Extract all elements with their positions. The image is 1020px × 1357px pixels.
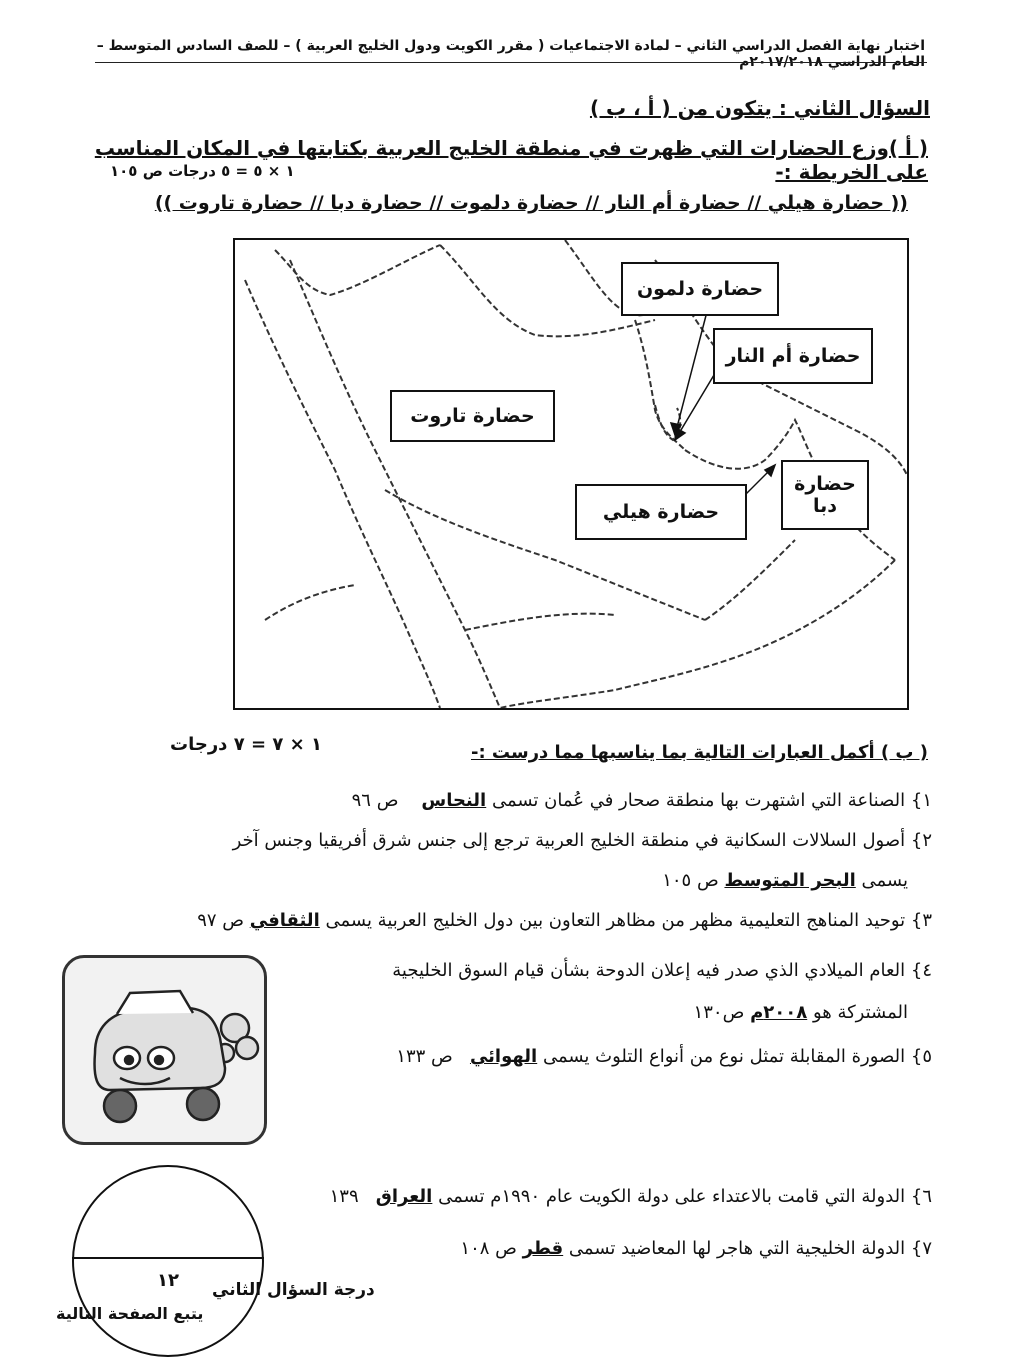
- grade-divider: [72, 1257, 264, 1259]
- answer: النحاس: [421, 790, 487, 811]
- answer: ٢٠٠٨م: [750, 1002, 808, 1023]
- list-item: ١} الصناعة التي اشتهرت بها منطقة صحار في عُمان تسمى النحاس ص ٩٦: [351, 790, 932, 811]
- car-icon: [65, 958, 264, 1142]
- car-pollution-image: [62, 955, 267, 1145]
- answer: الثقافي: [249, 910, 320, 931]
- map-label-tarut: حضارة تاروت: [390, 390, 555, 442]
- map-label-dibba: حضارة دبا: [781, 460, 869, 530]
- part-a-instruction: ( أ )وزع الحضارات التي ظهرت في منطقة الخليج العربية بكتابتها في المكان المناسب على الخريطة :-: [94, 136, 928, 184]
- map-label-hili: حضارة هيلي: [575, 484, 747, 540]
- grade-circle: [72, 1165, 264, 1357]
- next-page-note: يتبع الصفحة التالية: [56, 1304, 204, 1323]
- list-item: ٢} أصول السلالات السكانية في منطقة الخليج العربية ترجع إلى جنس شرق أفريقيا وجنس آخر: [232, 830, 932, 851]
- list-item: ٧} الدولة الخليجية التي هاجر لها المعاضيد تسمى قطر ص ١٠٨: [460, 1238, 932, 1259]
- part-b-score: ١ × ٧ = ٧ درجات: [170, 734, 322, 755]
- part-b-instruction: ( ب ) أكمل العبارات التالية بما يناسبها مما درست :-: [471, 742, 928, 763]
- grade-label: درجة السؤال الثاني: [212, 1280, 375, 1300]
- answer: الهوائي: [469, 1046, 538, 1067]
- answer: قطر: [522, 1238, 564, 1259]
- answer: البحر المتوسط: [724, 870, 856, 891]
- gulf-map: [233, 238, 909, 710]
- list-item: ٤} العام الميلادي الذي صدر فيه إعلان الدوحة بشأن قيام السوق الخليجية: [392, 960, 932, 981]
- map-label-umm-al-nar: حضارة أم النار: [713, 328, 873, 384]
- answer: العراق: [375, 1186, 433, 1207]
- exam-header: اختبار نهاية الفصل الدراسي الثاني – لمادة الاجتماعيات ( مقرر الكويت ودول الخليج العربية ) – للصف السادس المتوسط – العام الدراسي ٢٠١٧/٢٠١٨م: [96, 38, 925, 70]
- list-item: ٣} توحيد المناهج التعليمية مظهر من مظاهر التعاون بين دول الخليج العربية يسمى الثقافي ص ٩٧: [197, 910, 932, 931]
- list-item-continuation: المشتركة هو ٢٠٠٨م ص١٣٠: [693, 1002, 908, 1023]
- grade-value: ١٢: [157, 1270, 179, 1291]
- list-item: ٦} الدولة التي قامت بالاعتداء على دولة الكويت عام ١٩٩٠م تسمى العراق ١٣٩: [329, 1186, 932, 1207]
- map-label-dilmun: حضارة دلمون: [621, 262, 779, 316]
- part-a-score: ١ × ٥ = ٥ درجات ص ١٠٥: [110, 162, 295, 180]
- list-item-continuation: يسمى البحر المتوسط ص ١٠٥: [662, 870, 908, 891]
- civilizations-list: (( حضارة هيلي // حضارة أم النار // حضارة دلموت // حضارة دبا // حضارة تاروت )): [154, 192, 908, 214]
- list-item: ٥} الصورة المقابلة تمثل نوع من أنواع التلوث يسمى الهوائي ص ١٣٣: [396, 1046, 932, 1067]
- header-divider: [95, 62, 927, 63]
- question-title: السؤال الثاني : يتكون من ( أ ، ب ): [589, 96, 930, 120]
